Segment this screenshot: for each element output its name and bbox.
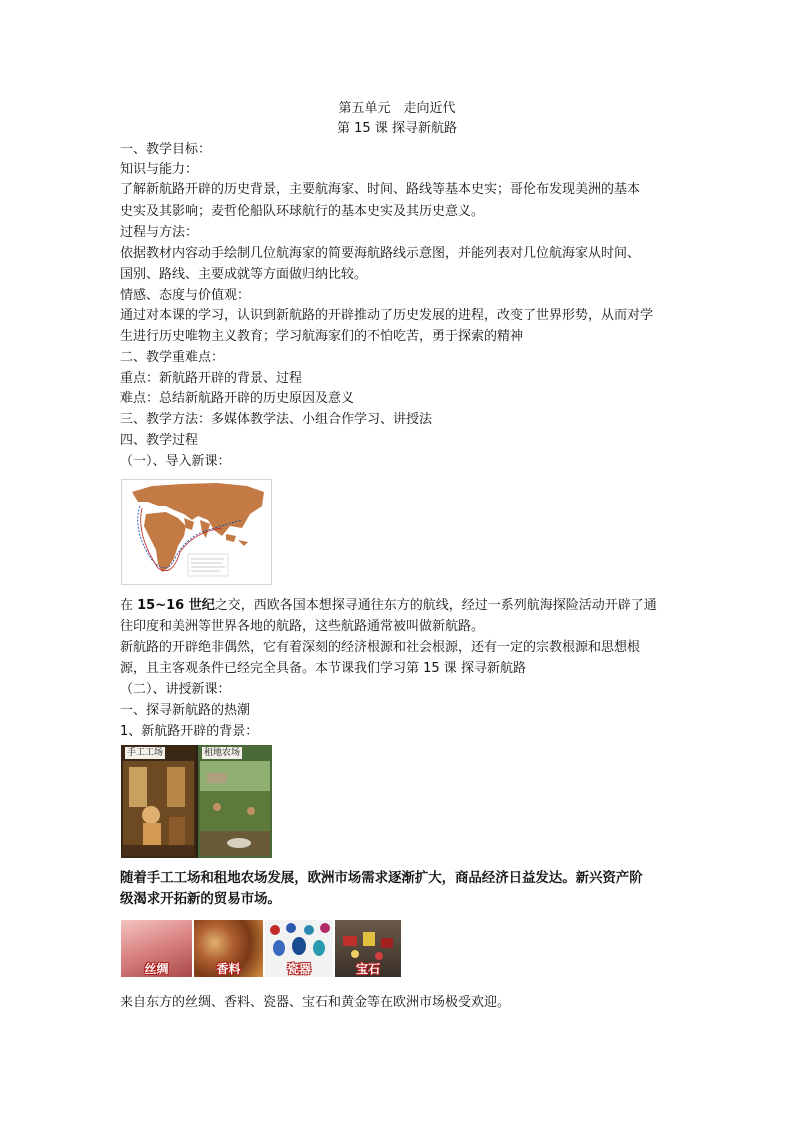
intro-paragraph-1-line-2: 往印度和美洲等世界各地的航路，这些航路通常被叫做新航路。 [120, 619, 485, 634]
bold-paragraph-line-1: 随着手工工场和租地农场发展，欧洲市场需求逐渐扩大，商品经济日益发达。新兴资产阶 [120, 870, 643, 886]
intro-paragraph-2-line-1: 新航路的开辟绝非偶然，它有着深刻的经济根源和社会根源，还有一定的宗教根源和思想根 [120, 640, 641, 655]
topic-heading: 一、探寻新航路的热潮 [120, 703, 251, 718]
intro-paragraph-2-line-2: 源，且主客观条件已经完全具备。本节课我们学习第 15 课 探寻新航路 [120, 661, 526, 676]
workshop-caption: 手工工场 [127, 748, 164, 758]
unit-title: 第五单元 走向近代 [338, 101, 456, 116]
intro-paragraph-1-line-1: 在 15~16 世纪之交，西欧各国本想探寻通往东方的航线，经过一系列航海探险活动开辟了通 [120, 598, 657, 613]
goods-tile-spice [194, 920, 263, 977]
knowledge-text-2: 史实及其影响；麦哲伦船队环球航行的基本史实及其历史意义。 [120, 204, 485, 219]
methods-text: 三、教学方法：多媒体教学法、小组合作学习、讲授法 [120, 412, 433, 427]
difficulty-text: 难点：总结新航路开辟的历史原因及意义 [120, 391, 355, 406]
voyage-route-map-graphic [122, 480, 271, 584]
bold-paragraph-line-2: 级渴求开拓新的贸易市场。 [120, 891, 281, 907]
goods-label-silk: 丝绸 [144, 962, 169, 976]
process-heading: 过程与方法： [120, 225, 199, 240]
process-text-1: 依据教材内容动手绘制几位航海家的简要海航路线示意图，并能列表对几位航海家从时间、 [120, 246, 641, 261]
section-objectives-heading: 一、教学目标： [120, 142, 212, 157]
farm-caption: 租地农场 [204, 748, 241, 758]
goods-tile-porcelain [265, 920, 333, 977]
workshop-and-farm-image [121, 745, 272, 858]
values-text-1: 通过对本课的学习，认识到新航路的开辟推动了历史发展的进程，改变了世界形势，从而对学 [120, 308, 654, 323]
goods-label-porcelain: 瓷器 [286, 962, 311, 976]
intro-heading: （一）、导入新课： [120, 454, 231, 469]
workshop-and-farm-graphic [121, 745, 272, 858]
process-section-heading: 四、教学过程 [120, 433, 199, 448]
key-points-heading: 二、教学重难点： [120, 350, 225, 365]
goods-label-spice: 香料 [216, 962, 241, 976]
background-heading: 1、新航路开辟的背景： [120, 724, 259, 739]
closing-text: 来自东方的丝绸、香料、瓷器、宝石和黄金等在欧洲市场极受欢迎。 [120, 995, 511, 1010]
values-text-2: 生进行历史唯物主义教育；学习航海家们的不怕吃苦，勇于探索的精神 [120, 329, 524, 344]
goods-label-gem: 宝石 [355, 962, 380, 976]
knowledge-text-1: 了解新航路开辟的历史背景，主要航海家、时间、路线等基本史实；哥伦布发现美洲的基本 [120, 182, 641, 197]
goods-tile-gem [335, 920, 401, 977]
voyage-route-map-image [121, 479, 272, 585]
knowledge-heading: 知识与能力： [120, 162, 199, 177]
process-text-2: 国别、路线、主要成就等方面做归纳比较。 [120, 267, 368, 282]
key-point-text: 重点：新航路开辟的背景、过程 [120, 371, 303, 386]
lesson-title: 第 15 课 探寻新航路 [337, 121, 457, 136]
values-heading: 情感、态度与价值观： [120, 288, 251, 303]
goods-tile-silk [121, 920, 192, 977]
new-lesson-heading: （二）、讲授新课： [120, 682, 231, 697]
